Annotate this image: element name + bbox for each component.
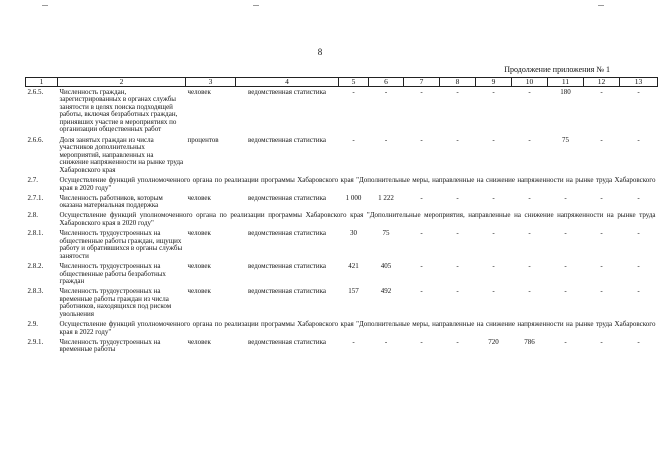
appendix-continuation-note: Продолжение приложения № 1	[504, 65, 610, 74]
indicator-value: -	[420, 261, 423, 270]
indicator-source: ведомственная статистика	[247, 135, 327, 144]
indicator-value: -	[352, 337, 355, 346]
indicator-value: -	[600, 261, 603, 270]
indicator-value: -	[420, 135, 423, 144]
column-header: 11	[548, 78, 584, 87]
indicator-row	[26, 287, 658, 320]
indicator-unit: человек	[187, 337, 211, 346]
indicator-value: -	[600, 287, 603, 296]
indicator-value: -	[637, 135, 640, 144]
indicator-value: 405	[380, 261, 392, 270]
indicator-value: -	[600, 135, 603, 144]
indicator-source: ведомственная статистика	[247, 193, 327, 202]
column-header: 4	[236, 78, 339, 87]
indicator-number: 2.8.1.	[27, 229, 44, 238]
indicator-value: -	[384, 87, 388, 96]
indicator-row	[26, 87, 658, 136]
indicator-value: -	[564, 261, 567, 270]
indicator-value: -	[456, 87, 459, 96]
indicator-value: -	[456, 337, 459, 346]
indicator-number: 2.8.3.	[27, 287, 44, 296]
section-title: Осуществление функций уполномоченного органа по реализации программы Хабаровского края "Дополнительные меры, направленные на снижение напряженности на рынке труда Хабаровского края в 2022 году"	[59, 320, 656, 336]
indicator-source: ведомственная статистика	[247, 261, 327, 270]
section-title: Осуществление функций уполномоченного органа по реализации программы Хабаровского края "Дополнительные мероприятия, направленные на снижение напряженности на рынке труда Хабаровского края в 2020 году"	[59, 211, 656, 227]
table-body	[26, 87, 658, 356]
indicator-value: -	[564, 287, 567, 296]
indicator-value: -	[420, 193, 423, 202]
indicator-row	[26, 261, 658, 286]
column-header: 8	[440, 78, 476, 87]
indicator-value: 492	[380, 287, 392, 296]
indicator-value: -	[492, 261, 495, 270]
section-number: 2.7.	[27, 176, 38, 185]
scan-mark	[253, 5, 259, 6]
indicator-value: -	[637, 287, 640, 296]
column-header: 6	[369, 78, 404, 87]
indicators-table	[25, 77, 658, 355]
indicator-value: -	[564, 193, 567, 202]
indicator-value: -	[637, 337, 640, 346]
indicator-value: -	[564, 229, 567, 238]
indicator-value: 30	[350, 229, 357, 238]
indicator-number: 2.7.1.	[27, 193, 44, 202]
indicator-name: Численность трудоустроенных на общественные работы граждан, ищущих работу и обратившихся в органы службы занятости	[59, 229, 183, 260]
indicator-unit: процентов	[187, 135, 219, 144]
indicator-row	[26, 229, 658, 262]
indicator-value: -	[637, 229, 640, 238]
section-row	[26, 320, 658, 338]
indicator-source: ведомственная статистика	[247, 287, 327, 296]
indicator-value: -	[637, 193, 640, 202]
column-header: 9	[476, 78, 512, 87]
indicator-value: 157	[348, 287, 359, 296]
column-header: 7	[404, 78, 440, 87]
indicator-name: Численность трудоустроенных на временные работы граждан из числа работников, находящихся под риском увольнения	[59, 287, 172, 319]
indicator-unit: человек	[187, 261, 211, 270]
section-number: 2.9.	[27, 320, 38, 329]
indicator-value: -	[420, 229, 423, 238]
indicator-value: -	[492, 193, 495, 202]
indicator-value: -	[528, 261, 531, 270]
indicator-number: 2.6.5.	[27, 87, 44, 96]
indicator-value: -	[492, 229, 495, 238]
indicator-value: -	[456, 261, 459, 270]
indicator-value: -	[420, 287, 423, 296]
indicator-value: -	[420, 337, 423, 346]
indicator-row	[26, 135, 658, 175]
indicator-value: -	[456, 193, 459, 202]
indicator-value: 720	[488, 337, 499, 346]
indicator-value: -	[352, 135, 355, 144]
indicator-source: ведомственная статистика	[247, 337, 327, 346]
indicator-value: -	[600, 193, 603, 202]
section-number: 2.8.	[27, 211, 38, 220]
indicator-source: ведомственная статистика	[247, 87, 327, 96]
indicator-value: -	[420, 87, 423, 96]
column-header: 13	[620, 78, 658, 87]
indicator-value: 1 222	[378, 193, 394, 202]
indicator-value: -	[384, 337, 388, 346]
column-number-header	[26, 78, 658, 87]
indicator-value: -	[492, 135, 495, 144]
section-row	[26, 211, 658, 229]
indicator-value: -	[600, 87, 603, 96]
indicator-number: 2.9.1.	[27, 337, 44, 346]
section-title: Осуществление функций уполномоченного органа по реализации программы Хабаровского края "Дополнительные меры, направленные на снижение напряженности на рынке труда Хабаровского края в 2020 году"	[59, 176, 656, 192]
indicator-value: 180	[560, 87, 571, 96]
scan-mark	[598, 5, 604, 6]
column-header: 12	[584, 78, 620, 87]
indicator-row	[26, 337, 658, 355]
indicator-value: -	[637, 87, 640, 96]
indicator-value: -	[600, 337, 603, 346]
column-header: 10	[512, 78, 548, 87]
scan-mark	[42, 5, 48, 6]
column-header: 1	[26, 78, 58, 87]
indicator-value: 75	[562, 135, 569, 144]
indicator-value: 421	[348, 261, 359, 270]
indicator-value: -	[528, 287, 531, 296]
indicator-name: Численность трудоустроенных на общественные работы безработных граждан	[59, 261, 166, 286]
indicator-value: -	[528, 135, 531, 144]
indicator-value: -	[528, 87, 531, 96]
indicator-value: -	[492, 87, 495, 96]
indicator-unit: человек	[187, 229, 211, 238]
column-header: 2	[58, 78, 186, 87]
indicator-value: 1 000	[345, 193, 362, 202]
indicator-row	[26, 193, 658, 211]
indicator-unit: человек	[187, 193, 211, 202]
indicator-value: -	[384, 135, 388, 144]
indicator-name: Численность граждан, зарегистрированных в органах службы занятости в целях поиска подходящей работы, включая безработных граждан, принявших участие в мероприятиях по организации общественных работ	[59, 87, 178, 134]
indicator-value: -	[564, 337, 567, 346]
indicator-value: 786	[524, 337, 535, 346]
column-header: 3	[186, 78, 236, 87]
indicator-source: ведомственная статистика	[247, 229, 327, 238]
indicator-value: -	[528, 229, 531, 238]
indicator-value: -	[456, 287, 459, 296]
indicator-value: -	[456, 229, 459, 238]
indicator-value: -	[637, 261, 640, 270]
indicator-unit: человек	[187, 87, 211, 96]
indicator-value: -	[492, 287, 495, 296]
page-number: 8	[317, 47, 323, 57]
indicator-unit: человек	[187, 287, 211, 296]
indicator-name: Численность трудоустроенных на временные работы	[59, 337, 161, 354]
indicator-number: 2.8.2.	[27, 261, 44, 270]
section-row	[26, 176, 658, 194]
indicator-value: 75	[382, 229, 390, 238]
indicator-number: 2.6.6.	[27, 135, 44, 144]
indicator-value: -	[352, 87, 355, 96]
indicator-name: Доля занятых граждан из числа участников дополнительных мероприятий, направленных на снижение напряженности на рынке труда Хабаровского края	[59, 135, 184, 174]
indicator-value: -	[528, 193, 531, 202]
column-header: 5	[339, 78, 369, 87]
indicator-name: Численность работников, которым оказана материальная поддержка	[59, 193, 163, 210]
indicator-value: -	[456, 135, 459, 144]
indicator-value: -	[600, 229, 603, 238]
